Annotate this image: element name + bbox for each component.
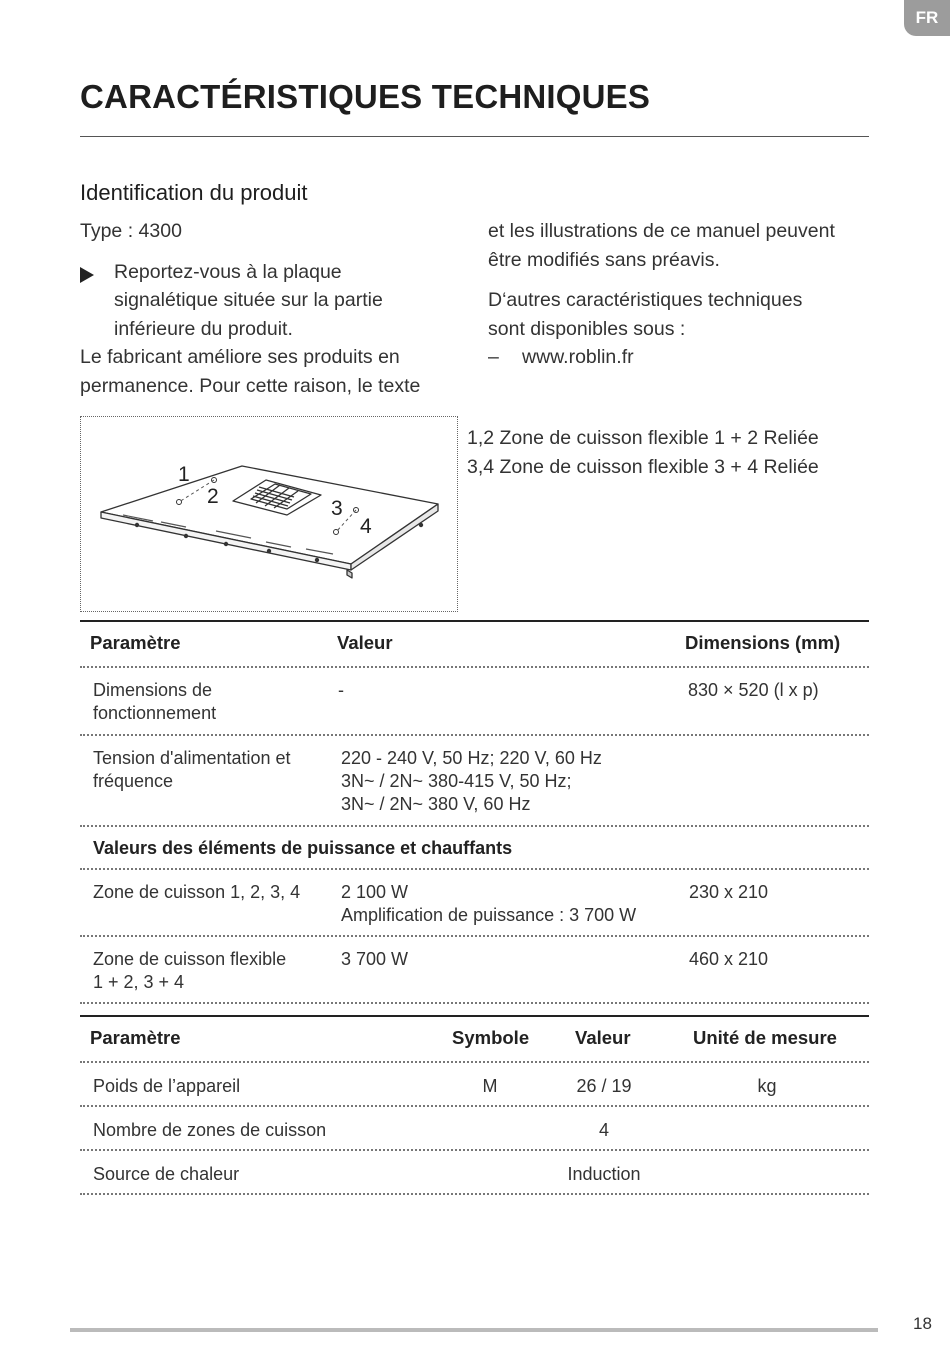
cooktop-illustration: [80, 416, 458, 612]
value-cell: 26 / 19: [576, 1076, 632, 1096]
value-cell: [338, 679, 344, 702]
param-cell: [93, 948, 286, 994]
cell-line: 3N~ / 2N~ 380 V, 60 Hz: [341, 794, 531, 814]
header-dimensions: Dimensions (mm): [685, 632, 841, 653]
section-title: Identification du produit: [80, 180, 308, 205]
website-link[interactable]: www.roblin.fr: [522, 346, 634, 368]
table-subheader: [80, 827, 869, 868]
param-cell: Source de chaleur: [93, 1164, 240, 1184]
cell-line: 1 + 2, 3 + 4: [93, 972, 185, 992]
param-cell: [93, 881, 300, 904]
bullet-line: Reportez-vous à la plaque: [114, 260, 342, 283]
legend-item: 1,2 Zone de cuisson flexible 1 + 2 Reliée: [467, 427, 819, 449]
cell-line: Dimensions de: [93, 680, 213, 700]
dimensions-cell: 460 x 210: [689, 949, 769, 969]
cooktop-drawing: [81, 417, 457, 611]
intro-left-column: [80, 217, 450, 400]
cell-line: 220 - 240 V, 50 Hz; 220 V, 60 Hz: [341, 748, 602, 768]
dash-bullet: –: [488, 346, 499, 368]
header-value: Valeur: [575, 1027, 631, 1048]
legend-item: 3,4 Zone de cuisson flexible 3 + 4 Reliée: [467, 455, 819, 478]
param-cell: [93, 747, 291, 793]
table-row: [80, 937, 869, 1002]
cell-line: -: [338, 680, 344, 700]
zone-label-4: 4: [360, 515, 372, 538]
table-header: [80, 622, 869, 666]
specs-table: [80, 1015, 869, 1195]
figure-legend: [467, 424, 819, 481]
value-cell: 4: [598, 1120, 609, 1140]
table-row: [80, 1107, 869, 1149]
cell-line: 2 100 W: [341, 882, 409, 902]
value-cell: [341, 747, 602, 816]
unit-cell: kg: [757, 1076, 777, 1096]
header-param: Paramètre: [90, 1027, 181, 1048]
more-specs-line: sont disponibles sous :: [488, 317, 686, 340]
manufacturer-note-line: permanence. Pour cette raison, le texte: [80, 374, 421, 397]
zone-label-2: 2: [207, 485, 219, 508]
manufacturer-note-line: Le fabricant améliore ses produits en: [80, 346, 400, 368]
value-cell: [341, 881, 636, 927]
table-row: [80, 668, 869, 734]
website-item: [488, 343, 858, 372]
arrow-bullet-icon: [80, 258, 114, 344]
cell-line: Tension d'alimentation et: [93, 748, 291, 768]
cell-line: fréquence: [93, 771, 174, 791]
cell-line: Amplification de puissance : 3 700 W: [341, 905, 637, 925]
manufacturer-note-line: être modifiés sans préavis.: [488, 248, 720, 271]
header-unit: Unité de mesure: [693, 1027, 837, 1048]
manufacturer-note-line: et les illustrations de ce manuel peuvent: [488, 220, 835, 242]
rating-plate-note: [80, 258, 450, 344]
cell-line: 3N~ / 2N~ 380-415 V, 50 Hz;: [341, 771, 572, 791]
table-row: [80, 736, 869, 825]
param-cell: Poids de l’appareil: [93, 1076, 241, 1096]
table-row: [80, 870, 869, 935]
header-value: Valeur: [337, 632, 393, 653]
param-cell: [93, 679, 216, 725]
header-param: Paramètre: [90, 632, 181, 653]
page-title: CARACTÉRISTIQUES TECHNIQUES: [80, 78, 651, 115]
language-badge: FR: [904, 0, 950, 36]
zone-label-3: 3: [331, 497, 343, 520]
table-header: [80, 1017, 869, 1061]
intro-right-column: [488, 217, 858, 372]
dimensions-table: [80, 620, 869, 1004]
param-cell: Nombre de zones de cuisson: [93, 1120, 327, 1140]
row-divider: [80, 1193, 869, 1195]
bullet-line: inférieure du produit.: [114, 317, 293, 340]
bullet-line: signalétique située sur la partie: [114, 289, 383, 311]
dimensions-cell: 230 x 210: [689, 882, 769, 902]
table-row: [80, 1151, 869, 1193]
symbol-cell: M: [482, 1076, 498, 1096]
row-divider: [80, 1002, 869, 1004]
title-divider: [80, 136, 869, 137]
table-row: [80, 1063, 869, 1105]
cell-line: 3 700 W: [341, 949, 409, 969]
product-type: Type : 4300: [80, 220, 182, 242]
cell-line: fonctionnement: [93, 703, 217, 723]
subheader-label: Valeurs des éléments de puissance et chauffants: [93, 838, 513, 858]
header-symbol: Symbole: [452, 1027, 530, 1048]
cell-line: Zone de cuisson flexible: [93, 949, 287, 969]
cell-line: Zone de cuisson 1, 2, 3, 4: [93, 882, 301, 902]
value-cell: [341, 948, 408, 971]
value-cell: Induction: [567, 1164, 641, 1184]
dimensions-cell: 830 × 520 (l x p): [688, 680, 819, 700]
page-number: 18: [913, 1314, 932, 1333]
zone-label-1: 1: [178, 463, 190, 486]
more-specs-line: D‘autres caractéristiques techniques: [488, 289, 803, 311]
footer-divider: [70, 1328, 878, 1332]
